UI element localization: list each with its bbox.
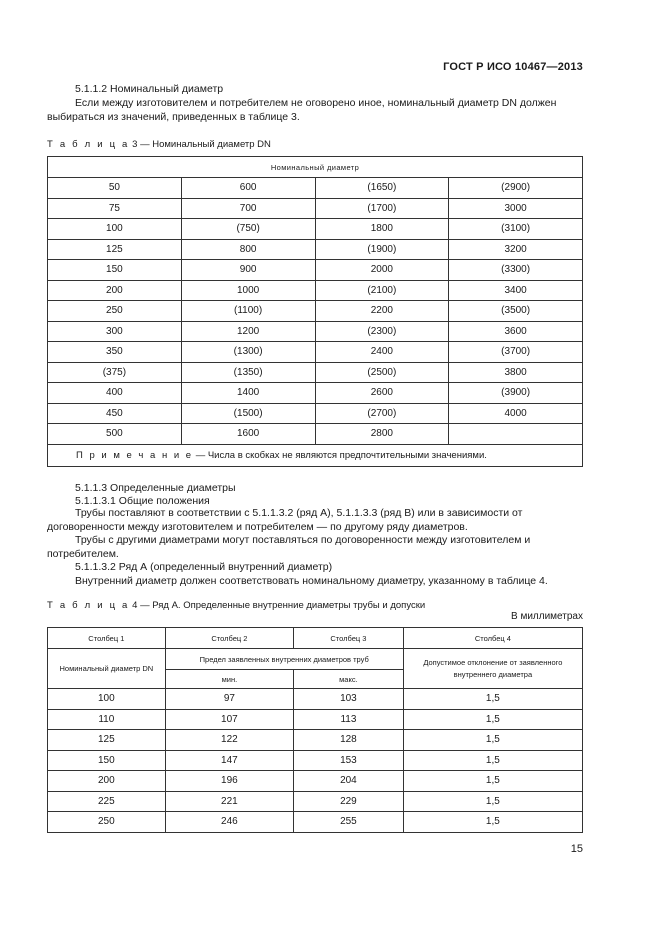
table3-cell: 2800: [315, 424, 449, 445]
table3-cell: 3800: [449, 362, 583, 383]
table4-cell: 204: [294, 771, 404, 792]
table3-note-text: — Числа в скобках не являются предпочтительными значениями.: [193, 449, 487, 461]
table3-cell: 100: [48, 219, 182, 240]
table4-deviation-header: Допустимое отклонение от заявленного внутреннего диаметра: [403, 649, 582, 689]
table3-cell: (1650): [315, 178, 449, 199]
table-row: [48, 812, 583, 833]
table-row: [48, 362, 583, 383]
table3-cell: (1700): [315, 198, 449, 219]
table4-cell: 103: [294, 689, 404, 710]
table4-cell: 1,5: [403, 709, 582, 730]
table4-cell: 113: [294, 709, 404, 730]
table3-cell: 450: [48, 403, 182, 424]
table-row: [48, 301, 583, 322]
table3-cell: (375): [48, 362, 182, 383]
table4-cell: 1,5: [403, 791, 582, 812]
table-row: [48, 260, 583, 281]
table4-cell: 200: [48, 771, 166, 792]
table4-nominal-header: Номинальный диаметр DN: [48, 649, 166, 689]
table4-cell: 1,5: [403, 730, 582, 751]
section-5-1-1-2-text: Если между изготовителем и потребителем не оговорено иное, номинальный диаметр DN должен выбираться из значений, приведенных в таблице 3.: [47, 97, 557, 123]
table3-nominal-diameters: [47, 156, 583, 467]
table4-column-1-header: Столбец 1: [48, 628, 166, 649]
table4-cell: 150: [48, 750, 166, 771]
table4-caption: [47, 600, 425, 611]
table3-note-prefix: П р и м е ч а н и е: [76, 449, 194, 461]
table-row: [48, 219, 583, 240]
table3-cell: 150: [48, 260, 182, 281]
table4-column-4-header: Столбец 4: [403, 628, 582, 649]
table-row: [48, 383, 583, 404]
table3-cell: (3100): [449, 219, 583, 240]
table4-column-2-header: Столбец 2: [165, 628, 293, 649]
table3-cell: (1300): [181, 342, 315, 363]
table4-column-3-header: Столбец 3: [294, 628, 404, 649]
table4-min-header: мин.: [165, 670, 293, 689]
table3-cell: (1900): [315, 239, 449, 260]
table-row: [48, 709, 583, 730]
table3-cell: (3900): [449, 383, 583, 404]
table-row: [48, 791, 583, 812]
table4-cell: 1,5: [403, 689, 582, 710]
section-5-1-1-3-1-heading: 5.1.1.3.1 Общие положения: [75, 495, 210, 507]
table3-cell: (1500): [181, 403, 315, 424]
table-row: [48, 424, 583, 445]
table4-cell: 229: [294, 791, 404, 812]
table4-caption-prefix: Т а б л и ц а: [47, 600, 130, 611]
table3-cell: 700: [181, 198, 315, 219]
section-5-1-1-2-heading: 5.1.1.2 Номинальный диаметр: [75, 83, 224, 95]
table3-caption-prefix: Т а б л и ц а: [47, 139, 130, 150]
table4-max-header: макс.: [294, 670, 404, 689]
table4-cell: 147: [165, 750, 293, 771]
table4-cell: 246: [165, 812, 293, 833]
table4-range-header: Предел заявленных внутренних диаметров труб: [165, 649, 403, 670]
section-5-1-1-3-1-text-2: Трубы с другими диаметрами могут поставляться по договоренности между изготовителем и потребителем.: [47, 534, 531, 560]
table3-cell: 1000: [181, 280, 315, 301]
table3-cell: 2400: [315, 342, 449, 363]
table3-cell: 4000: [449, 403, 583, 424]
table4-cell: 153: [294, 750, 404, 771]
table3-cell: 2600: [315, 383, 449, 404]
table3-cell: 900: [181, 260, 315, 281]
table4-cell: 196: [165, 771, 293, 792]
table3-cell: 125: [48, 239, 182, 260]
table3-cell: 2200: [315, 301, 449, 322]
table4-cell: 100: [48, 689, 166, 710]
table4-cell: 221: [165, 791, 293, 812]
table3-cell: (1350): [181, 362, 315, 383]
table-row: [48, 689, 583, 710]
table-row: [48, 321, 583, 342]
table3-cell: (3500): [449, 301, 583, 322]
table4-cell: 250: [48, 812, 166, 833]
table3-cell: 3400: [449, 280, 583, 301]
table3-cell: (2700): [315, 403, 449, 424]
table3-cell: 1600: [181, 424, 315, 445]
table3-cell: 600: [181, 178, 315, 199]
table-row: [48, 178, 583, 199]
table4-caption-title: 4 — Ряд А. Определенные внутренние диаметры трубы и допуски: [129, 600, 426, 611]
table-row: [48, 342, 583, 363]
section-5-1-1-3-2-heading: 5.1.1.3.2 Ряд А (определенный внутренний диаметр): [75, 561, 333, 573]
table3-header: Номинальный диаметр: [48, 157, 583, 178]
table-row: [48, 280, 583, 301]
table3-cell: (2100): [315, 280, 449, 301]
section-5-1-1-3-1-text: Трубы поставляют в соответствии с 5.1.1.3.2 (ряд А), 5.1.1.3.3 (ряд В) или в зависимости от договоренности между изготовителем и потребителем — по другому ряду диаметров.: [47, 507, 523, 533]
table3-cell: 3000: [449, 198, 583, 219]
table-row: [48, 750, 583, 771]
table3-cell: 250: [48, 301, 182, 322]
table3-cell: 50: [48, 178, 182, 199]
table3-cell: 2000: [315, 260, 449, 281]
table4-cell: 128: [294, 730, 404, 751]
table4-cell: 1,5: [403, 812, 582, 833]
table3-cell: (2900): [449, 178, 583, 199]
table3-cell: 75: [48, 198, 182, 219]
table3-cell: 3600: [449, 321, 583, 342]
table4-units: В миллиметрах: [511, 611, 583, 622]
table4-cell: 255: [294, 812, 404, 833]
table3-cell: 350: [48, 342, 182, 363]
table4-series-a-diameters: [47, 627, 583, 833]
page-number: 15: [570, 843, 583, 855]
table3-cell: 3200: [449, 239, 583, 260]
table4-cell: 122: [165, 730, 293, 751]
table4-cell: 225: [48, 791, 166, 812]
table3-cell: 1400: [181, 383, 315, 404]
table3-cell: (3700): [449, 342, 583, 363]
table-row: [48, 198, 583, 219]
table3-cell: 800: [181, 239, 315, 260]
table-row: [48, 771, 583, 792]
table-row: [48, 403, 583, 424]
table4-cell: 1,5: [403, 771, 582, 792]
table3-cell: 1200: [181, 321, 315, 342]
table3-cell: 1800: [315, 219, 449, 240]
table3-caption-title: 3 — Номинальный диаметр DN: [129, 139, 271, 150]
section-5-1-1-3-2-text: Внутренний диаметр должен соответствовать номинальному диаметру, указанному в таблице 4.: [75, 575, 548, 587]
table4-cell: 1,5: [403, 750, 582, 771]
table-row: [48, 730, 583, 751]
table3-cell: 400: [48, 383, 182, 404]
standard-number: ГОСТ Р ИСО 10467—2013: [443, 61, 583, 73]
table3-caption: [47, 139, 271, 150]
table3-cell: (3300): [449, 260, 583, 281]
table3-cell: (2500): [315, 362, 449, 383]
table3-cell: 200: [48, 280, 182, 301]
table3-note: [48, 444, 583, 466]
table4-cell: 97: [165, 689, 293, 710]
table4-cell: 125: [48, 730, 166, 751]
table4-cell: 110: [48, 709, 166, 730]
table3-cell: 300: [48, 321, 182, 342]
table-row: [48, 239, 583, 260]
table3-cell: (750): [181, 219, 315, 240]
table3-cell: 500: [48, 424, 182, 445]
section-5-1-1-3-heading: 5.1.1.3 Определенные диаметры: [75, 482, 236, 494]
table3-cell: (2300): [315, 321, 449, 342]
table3-cell: [449, 424, 583, 445]
table4-cell: 107: [165, 709, 293, 730]
table3-cell: (1100): [181, 301, 315, 322]
